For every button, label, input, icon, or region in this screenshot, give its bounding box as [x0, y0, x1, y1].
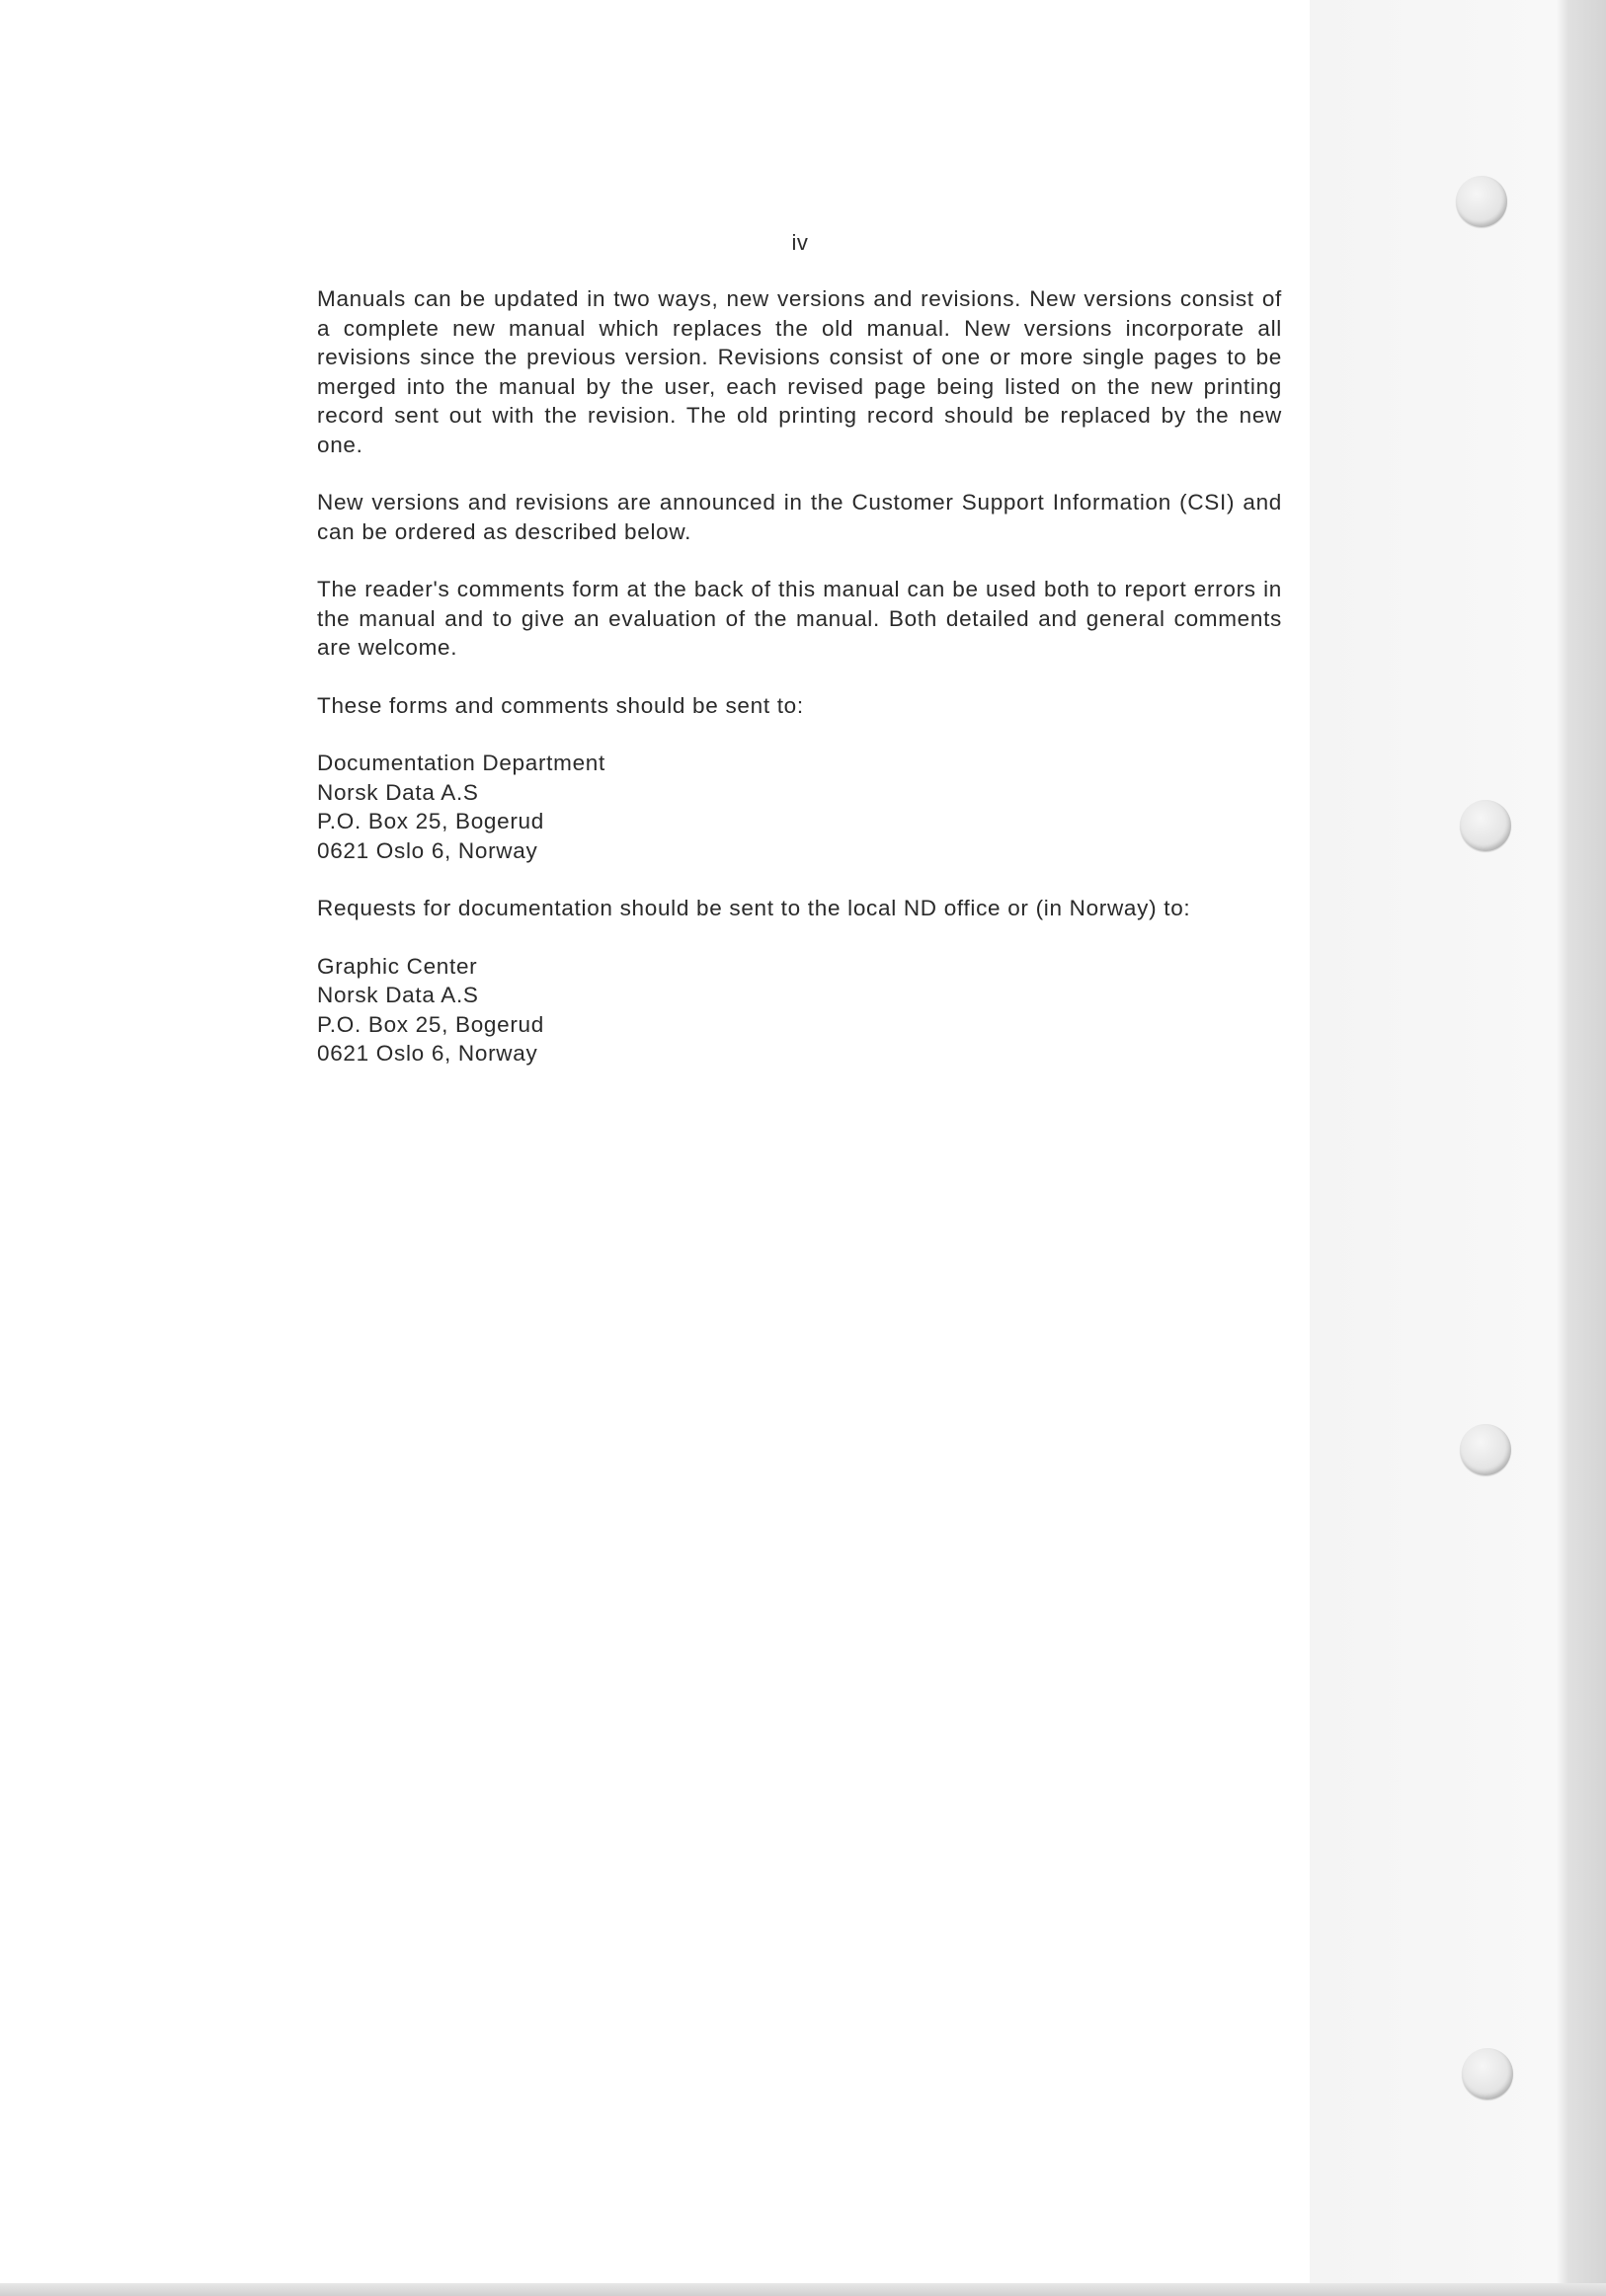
graphic-center-address [317, 952, 1282, 1069]
paragraph-send-to: These forms and comments should be sent to: [317, 692, 804, 718]
scan-margin-bottom [0, 2283, 1606, 2296]
paragraph-announcements: New versions and revisions are announced in the Customer Support Information (CSI) and can be ordered as described below. [317, 490, 1282, 544]
punch-hole-1 [1456, 176, 1507, 227]
address-line: 0621 Oslo 6, Norway [317, 837, 538, 863]
paragraph-requests: Requests for documentation should be sent to the local ND office or (in Norway) to: [317, 896, 1191, 920]
page-number: iv [791, 230, 809, 255]
page-body [317, 284, 1282, 1097]
punch-hole-4 [1462, 2048, 1513, 2099]
punch-hole-2 [1460, 800, 1511, 851]
address-line: 0621 Oslo 6, Norway [317, 1041, 538, 1066]
punch-hole-3 [1460, 1424, 1511, 1475]
address-line: Documentation Department [317, 751, 605, 775]
address-line: Norsk Data A.S [317, 779, 479, 805]
address-line: Norsk Data A.S [317, 983, 479, 1007]
documentation-address [317, 749, 1282, 865]
paragraph-comments-form: The reader's comments form at the back of this manual can be used both to report errors in the manual and to give an evaluation of the manual. Both detailed and general comments are welcome. [317, 577, 1282, 660]
paragraph-updates: Manuals can be updated in two ways, new versions and revisions. New versions consist of a complete new manual which replaces the old manual. New versions incorporate all revisions since the previous version. Revisions consist of one or more single pages to be merged into the manual by the user, each revised page being listed on the new printing record sent out with the revision. The old printing record should be replaced by the new one. [317, 286, 1282, 457]
scan-margin-right [1310, 0, 1606, 2296]
address-line: P.O. Box 25, Bogerud [317, 809, 544, 833]
address-line: Graphic Center [317, 953, 478, 979]
address-line: P.O. Box 25, Bogerud [317, 1011, 544, 1037]
